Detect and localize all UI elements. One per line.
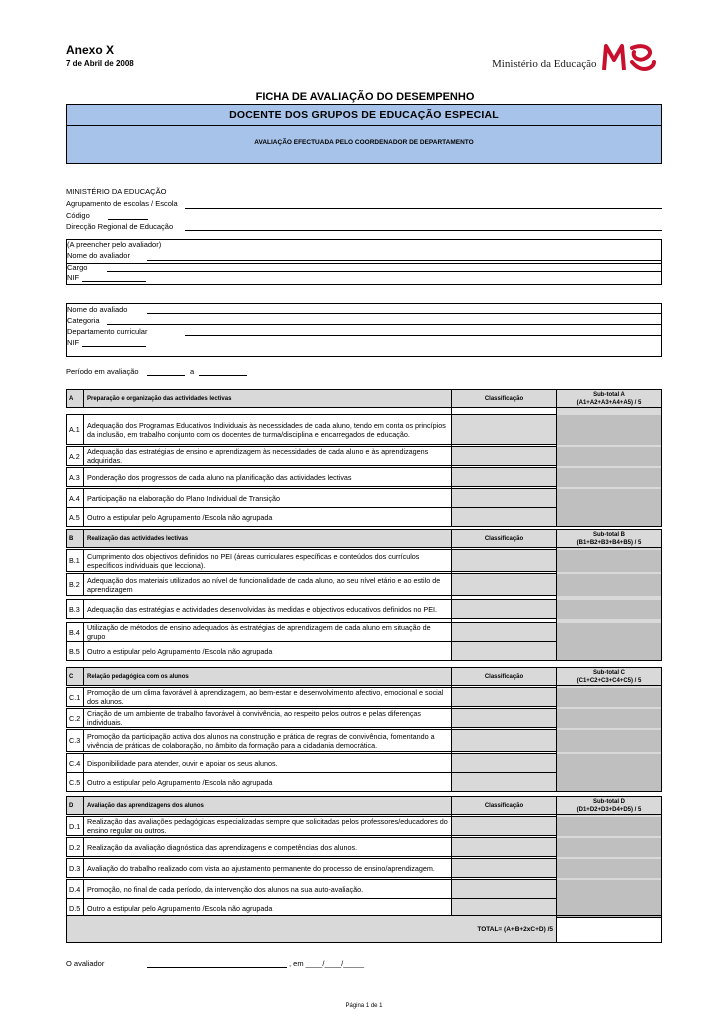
criterion-code: A.2: [67, 447, 84, 466]
evaluator-signature-field[interactable]: [147, 967, 287, 968]
criterion-row: [67, 817, 662, 836]
criterion-text: Participação na elaboração do Plano Individual de Transição: [84, 489, 452, 508]
criterion-code: C.4: [67, 754, 84, 773]
criterion-code: A.5: [67, 508, 84, 527]
evaluated-name-field[interactable]: [147, 313, 662, 314]
signature-date: , em ____/____/_____: [289, 959, 365, 968]
criterion-code: A.4: [67, 489, 84, 508]
section-code: B: [67, 530, 84, 548]
evaluator-note: (A preencher pelo avaliador): [67, 240, 162, 249]
evaluation-type: AVALIAÇÃO EFECTUADA PELO COORDENADOR DE DEPARTAMENTO: [254, 139, 474, 146]
criterion-code: C.3: [67, 730, 84, 752]
criterion-text: Adequação das estratégias e actividades desenvolvidas às medidas e objectivos educativos definidos no PEI.: [84, 600, 452, 619]
subtotal-label: Sub-total D: [593, 798, 625, 805]
criterion-code: B.5: [67, 642, 84, 661]
evaluated-name-label: Nome do avaliado: [67, 305, 128, 314]
section-title: Avaliação das aprendizagens dos alunos: [84, 797, 452, 815]
school-field[interactable]: [185, 208, 662, 209]
school-label: Agrupamento de escolas / Escola: [66, 199, 178, 208]
period-to-label: a: [190, 367, 195, 376]
evaluator-name-field[interactable]: [147, 260, 662, 261]
criterion-text: Criação de um ambiente de trabalho favorável à convivência, ao respeito pelos outros e pelas diferenças individuais.: [84, 709, 452, 728]
subtotal-header: [557, 530, 662, 548]
criterion-code: B.1: [67, 550, 84, 572]
subtotal-cell: [557, 468, 662, 487]
criterion-row: [67, 709, 662, 728]
evaluator-position-field[interactable]: [107, 271, 662, 272]
subtotal-cell: [557, 754, 662, 773]
criterion-code: D.4: [67, 880, 84, 899]
subtotal-cell: [557, 623, 662, 642]
classification-cell[interactable]: [452, 880, 557, 899]
evaluator-nif-field[interactable]: [82, 281, 146, 282]
subtotal-cell: [557, 730, 662, 752]
subtotal-cell: [557, 489, 662, 508]
subtotal-cell: [557, 447, 662, 466]
evaluated-category-label: Categoria: [67, 316, 100, 325]
form-subtitle: DOCENTE DOS GRUPOS DE EDUCAÇÃO ESPECIAL: [67, 105, 661, 126]
criterion-text: Realização da avaliação diagnóstica das aprendizagens e competências dos alunos.: [84, 838, 452, 857]
total-row: [66, 915, 662, 943]
classification-cell[interactable]: [452, 489, 557, 508]
subtotal-formula: (B1+B2+B3+B4+B5) / 5: [576, 539, 642, 546]
me-logo-icon: [592, 40, 662, 76]
section-code: D: [67, 797, 84, 815]
section-code: C: [67, 668, 84, 686]
criterion-text: Utilização de métodos de ensino adequados às estratégias de aprendizagem de cada aluno em situação de grupo: [84, 623, 452, 642]
criterion-code: D.2: [67, 838, 84, 857]
evaluator-signature-label: O avaliador: [66, 959, 105, 968]
classification-cell[interactable]: [452, 447, 557, 466]
criterion-text: Promoção de um clima favorável à aprendizagem, ao bem-estar e desenvolvimento afectivo, emocional e social dos alunos.: [84, 688, 452, 707]
criterion-row: [67, 508, 662, 527]
criterion-row: [67, 447, 662, 466]
subtotal-label: Sub-total A: [593, 391, 625, 398]
total-value-cell[interactable]: [557, 916, 662, 943]
classification-cell[interactable]: [452, 688, 557, 707]
criterion-text: Outro a estipular pelo Agrupamento /Escola não agrupada: [84, 642, 452, 661]
classification-header: Classificação: [452, 797, 557, 815]
criterion-row: [67, 415, 662, 445]
subtotal-formula: (C1+C2+C3+C4+C5) / 5: [576, 677, 642, 684]
period-start-field[interactable]: [147, 375, 185, 376]
classification-cell[interactable]: [452, 730, 557, 752]
criterion-code: C.1: [67, 688, 84, 707]
document-date: 7 de Abril de 2008: [66, 59, 134, 68]
classification-cell[interactable]: [452, 859, 557, 878]
criterion-row: [67, 880, 662, 899]
period-label: Período em avaliação: [66, 367, 139, 376]
criterion-row: [67, 838, 662, 857]
subtotal-cell: [557, 817, 662, 836]
criterion-text: Outro a estipular pelo Agrupamento /Escola não agrupada: [84, 508, 452, 527]
criterion-row: [67, 550, 662, 572]
total-label: TOTAL= (A+B+2xC+D) /5: [67, 916, 557, 943]
criterion-text: Promoção, no final de cada período, da intervenção dos alunos na sua auto-avaliação.: [84, 880, 452, 899]
criterion-row: [67, 489, 662, 508]
section-table-c: [66, 667, 662, 792]
subtotal-cell: [557, 574, 662, 596]
region-label: Direcção Regional de Educação: [66, 222, 174, 231]
classification-cell[interactable]: [452, 709, 557, 728]
classification-cell[interactable]: [452, 600, 557, 619]
annex-label: Anexo X: [66, 43, 115, 57]
subtotal-cell: [557, 642, 662, 661]
classification-cell[interactable]: [452, 817, 557, 836]
classification-cell[interactable]: [452, 550, 557, 572]
evaluated-box: [66, 303, 662, 357]
criterion-row: [67, 730, 662, 752]
section-code: A: [67, 390, 84, 408]
classification-cell[interactable]: [452, 838, 557, 857]
evaluated-department-label: Departamento curricular: [67, 327, 148, 336]
criterion-row: [67, 600, 662, 619]
logo-text: Ministério da Educação: [492, 58, 597, 70]
classification-header: Classificação: [452, 530, 557, 548]
code-field[interactable]: [108, 219, 148, 220]
code-label: Código: [66, 211, 90, 220]
criterion-row: [67, 574, 662, 596]
section-table-b: [66, 529, 662, 661]
subtotal-label: Sub-total C: [593, 669, 625, 676]
criterion-code: B.2: [67, 574, 84, 596]
criterion-code: B.3: [67, 600, 84, 619]
evaluator-nif-label: NIF: [67, 273, 80, 282]
section-table-d: [66, 796, 662, 918]
subtotal-label: Sub-total B: [593, 531, 625, 538]
criterion-code: B.4: [67, 623, 84, 642]
classification-cell[interactable]: [452, 623, 557, 642]
classification-cell[interactable]: [452, 574, 557, 596]
criterion-row: [67, 642, 662, 661]
evaluated-department-field[interactable]: [185, 335, 662, 336]
evaluator-position-label: Cargo: [67, 263, 88, 272]
subtotal-formula: (D1+D2+D3+D4+D5) / 5: [576, 806, 642, 813]
criterion-code: D.1: [67, 817, 84, 836]
form-title: FICHA DE AVALIAÇÃO DO DESEMPENHO: [255, 91, 475, 103]
subtotal-cell: [557, 688, 662, 707]
criterion-code: A.1: [67, 415, 84, 445]
classification-header: Classificação: [452, 668, 557, 686]
subtotal-cell: [557, 859, 662, 878]
criterion-text: Realização das avaliações pedagógicas especializadas sempre que solicitadas pelos professores/educadores do ensino regular ou outros.: [84, 817, 452, 836]
evaluator-name-label: Nome do avaliador: [67, 251, 130, 260]
subtotal-cell: [557, 415, 662, 445]
classification-cell[interactable]: [452, 773, 557, 792]
evaluated-nif-label: NIF: [67, 338, 80, 347]
subtotal-cell: [557, 709, 662, 728]
classification-cell[interactable]: [452, 508, 557, 527]
criterion-row: [67, 623, 662, 642]
criterion-row: [67, 468, 662, 487]
criterion-text: Adequação das estratégias de ensino e aprendizagem às necessidades de cada aluno e às aprendizagens adquiridas.: [84, 447, 452, 466]
section-title: Realização das actividades lectivas: [84, 530, 452, 548]
criterion-text: Promoção da participação activa dos alunos na construção e prática de regras de convivência, fomentando a vivência de práticas de colaboração, no âmbito da formação para a cidadania democrática.: [84, 730, 452, 752]
subtotal-header: [557, 668, 662, 686]
page-number: Página 1 de 1: [345, 1003, 383, 1009]
classification-cell[interactable]: [452, 754, 557, 773]
criterion-row: [67, 859, 662, 878]
subtotal-cell: [557, 600, 662, 619]
subtotal-cell: [557, 880, 662, 899]
section-title: Relação pedagógica com os alunos: [84, 668, 452, 686]
section-table-a: [66, 389, 662, 527]
criterion-row: [67, 773, 662, 792]
criterion-text: Cumprimento dos objectivos definidos no PEI (áreas curriculares específicas e conteúdos dos currículos específicos individuais que lecciona).: [84, 550, 452, 572]
subtotal-header: [557, 390, 662, 408]
criterion-code: C.5: [67, 773, 84, 792]
title-banner: [66, 104, 662, 164]
classification-header: Classificação: [452, 390, 557, 408]
period-end-field[interactable]: [199, 375, 247, 376]
criterion-row: [67, 754, 662, 773]
subtotal-cell: [557, 508, 662, 527]
criterion-row: [67, 688, 662, 707]
ministry-logo: [492, 40, 662, 76]
ministry-name: MINISTÉRIO DA EDUCAÇÃO: [66, 187, 167, 196]
criterion-code: D.5: [67, 899, 84, 918]
criterion-text: Adequação dos Programas Educativos Individuais às necessidades de cada aluno, tendo em conta os princípios da inclusão, em trabalho conjunto com os docentes de turma/disciplina e encarregados de educação.: [84, 415, 452, 445]
subtotal-cell: [557, 773, 662, 792]
criterion-text: Disponibilidade para atender, ouvir e apoiar os seus alunos.: [84, 754, 452, 773]
classification-cell[interactable]: [452, 415, 557, 445]
criterion-code: C.2: [67, 709, 84, 728]
evaluated-nif-field[interactable]: [82, 346, 146, 347]
criterion-text: Avaliação do trabalho realizado com vista ao ajustamento permanente do processo de ensino/aprendizagem.: [84, 859, 452, 878]
criterion-text: Outro a estipular pelo Agrupamento /Escola não agrupada: [84, 773, 452, 792]
criterion-text: Adequação dos materiais utilizados ao nível de funcionalidade de cada aluno, ao seu nível etário e ao estilo de aprendizagem: [84, 574, 452, 596]
subtotal-cell: [557, 550, 662, 572]
evaluated-category-field[interactable]: [107, 324, 662, 325]
criterion-code: A.3: [67, 468, 84, 487]
criterion-text: Ponderação dos progressos de cada aluno na planificação das actividades lectivas: [84, 468, 452, 487]
subtotal-header: [557, 797, 662, 815]
classification-cell[interactable]: [452, 468, 557, 487]
region-field[interactable]: [185, 230, 662, 231]
criterion-code: D.3: [67, 859, 84, 878]
subtotal-formula: (A1+A2+A3+A4+A5) / 5: [576, 399, 642, 406]
criterion-text: Outro a estipular pelo Agrupamento /Escola não agrupada: [84, 899, 452, 918]
classification-cell[interactable]: [452, 642, 557, 661]
section-title: Preparação e organização das actividades lectivas: [84, 390, 452, 408]
subtotal-cell: [557, 838, 662, 857]
